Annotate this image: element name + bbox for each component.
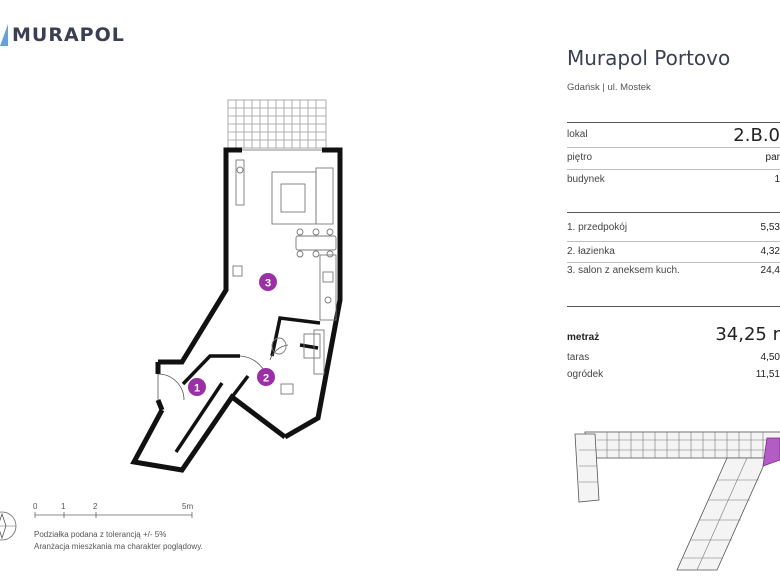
outer-walls bbox=[134, 150, 340, 470]
floor-value: par bbox=[765, 152, 780, 163]
room-area: 4,32 bbox=[760, 246, 780, 257]
room-marker-3 bbox=[259, 273, 277, 291]
unit-value: 2.B.0 bbox=[733, 125, 780, 146]
room-number-1: 1 bbox=[193, 382, 201, 395]
scale-section bbox=[0, 495, 300, 580]
total-area-row bbox=[567, 324, 780, 348]
room-area: 5,53 bbox=[760, 222, 780, 233]
project-address: Gdańsk | ul. Mostek bbox=[567, 82, 651, 93]
divider bbox=[567, 147, 780, 148]
brand-name: MURAPOL bbox=[12, 24, 125, 46]
unit-label: lokal bbox=[567, 129, 588, 140]
total-area-label: metraż bbox=[567, 332, 600, 343]
scale-tick-1: 1 bbox=[61, 502, 66, 511]
total-area-value: 34,25 r bbox=[715, 324, 780, 345]
garden-value: 11,51 bbox=[755, 369, 780, 380]
scale-bar bbox=[30, 495, 210, 519]
scale-tick-5m: 5m bbox=[182, 502, 194, 511]
scale-note-tolerance: Podziałka podana z tolerancją +/- 5% bbox=[34, 530, 167, 539]
terrace-label: taras bbox=[567, 352, 590, 363]
project-title: Murapol Portovo bbox=[567, 46, 731, 70]
room-marker-1 bbox=[188, 378, 206, 396]
divider bbox=[567, 241, 780, 242]
scale-note-arrangement: Aranżacja mieszkania ma charakter poglądowy. bbox=[34, 542, 203, 551]
building-value: 1 bbox=[774, 174, 780, 185]
terrace-grid bbox=[228, 100, 326, 148]
divider bbox=[567, 122, 780, 123]
unit-row bbox=[567, 125, 780, 147]
divider bbox=[567, 169, 780, 170]
garden-row bbox=[567, 369, 780, 387]
building-label: budynek bbox=[567, 174, 605, 185]
divider bbox=[567, 262, 780, 263]
room-row-3 bbox=[567, 265, 780, 283]
terrace-value: 4,50 bbox=[760, 352, 780, 363]
room-row-1 bbox=[567, 222, 780, 240]
floor-label: piętro bbox=[567, 152, 593, 163]
divider bbox=[567, 306, 780, 307]
building-row bbox=[567, 174, 780, 192]
terrace-row bbox=[567, 352, 780, 370]
furniture bbox=[233, 160, 336, 394]
room-number-2: 2 bbox=[262, 372, 270, 385]
scale-tick-0: 0 bbox=[33, 502, 38, 511]
site-map bbox=[567, 420, 780, 580]
garden-label: ogródek bbox=[567, 369, 604, 380]
room-label: 3. salon z aneksem kuch. bbox=[567, 265, 680, 276]
scale-tick-2: 2 bbox=[93, 502, 98, 511]
room-label: 1. przedpokój bbox=[567, 222, 628, 233]
room-marker-2 bbox=[257, 368, 275, 386]
room-area: 24,4 bbox=[760, 265, 780, 276]
room-number-3: 3 bbox=[264, 277, 272, 290]
floor-row bbox=[567, 152, 780, 170]
divider bbox=[567, 212, 780, 213]
room-label: 2. łazienka bbox=[567, 246, 615, 257]
